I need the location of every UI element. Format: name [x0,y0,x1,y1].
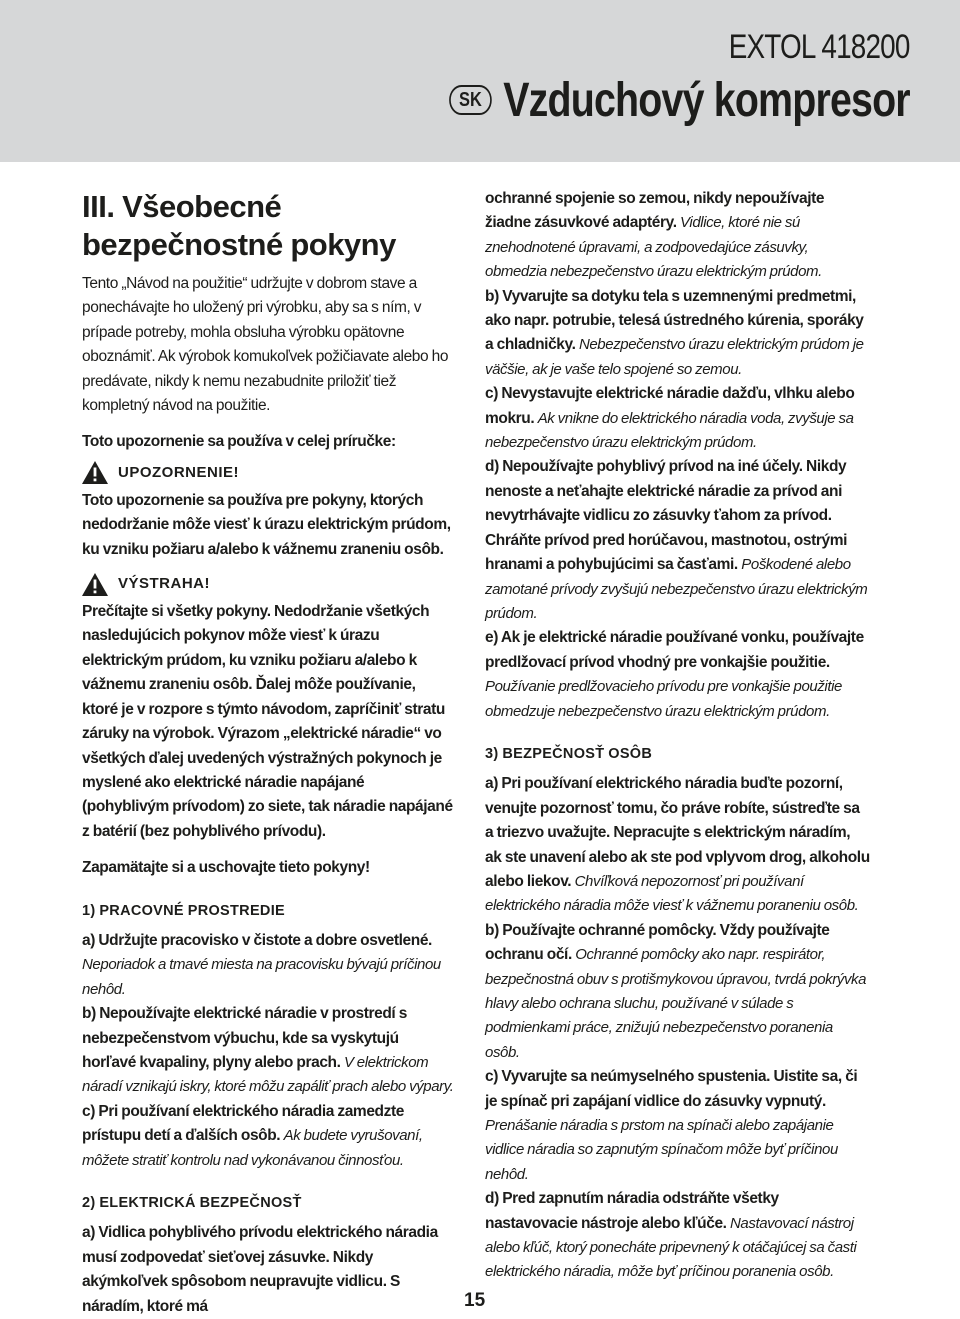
chapter-heading: III. Všeobecné bezpečnostné pokyny [82,189,396,262]
item-3a: a) Pri používaní elektrického náradia buďte pozorní, venujte pozornosť tomu, čo práve robíte, sústreďte sa a triezvo uvažujte. Nepracujte s elektrickým náradím, ak ste unavení alebo ak ste pod vplyvom drog, alkoholu alebo liekov. Chvíľková nepozornosť pri používaní elektrického náradia môže viesť k vážnemu poraneniu osôb. [485,775,870,915]
item-1c: c) Pri používaní elektrického náradia zamedzte prístupu detí a ďalších osôb. Ak budete vyrušovaní, môžete stratiť kontrolu nad vykonávanou činnosťou. [82,1102,423,1169]
warning-upozornenie: UPOZORNENIE! [82,459,454,487]
page-header [0,0,960,162]
intro-paragraph: Tento „Návod na použitie“ udržujte v dobrom stave a ponechávajte ho uložený pri výrobku, aby sa s ním, v prípade potreby, mohla obsluha výrobku opätovne oboznámiť. Ak výrobok komukoľvek požičiavate alebo ho predávate, nikdy k nemu nezabudnite priložiť tiež kompletný návod na použitie. [82,275,449,415]
item-2e: e) Ak je elektrické náradie používané vonku, používajte predlžovací prívod vhodný pre vonkajšie použitie. Používanie predlžovacieho prívodu pre vonkajšie použitie obmedzuje nebezpečenstvo úrazu elektrickým prúdom. [485,629,864,720]
item-2b: b) Vyvarujte sa dotyku tela s uzemnenými predmetmi, ako napr. potrubie, telesá ústredného kúrenia, sporáky a chladničky. Nebezpečenstvo úrazu elektrickým prúdom je väčšie, ak je vaše telo spojené so zemou. [485,287,864,378]
right-column [485,187,870,1285]
item-3b: b) Používajte ochranné pomôcky. Vždy používajte ochranu očí. Ochranné pomôcky ako napr. respirátor, bezpečnostná obuv s protišmykovou úpravou, tvrdá pokrývka hlavy alebo ochrana sluchu, používané v súlade s podmienkami práce, znižujú nebezpečenstvo poranenia osôb. [485,921,867,1061]
usage-note: Toto upozornenie sa používa v celej príručke: [82,433,396,451]
section-1-heading: 1) PRACOVNÉ PROSTREDIE [82,902,285,919]
page-number: 15 [464,1290,486,1311]
section-3-heading: 3) BEZPEČNOSŤ OSÔB [485,745,653,762]
title-row [449,72,910,128]
section-2-heading: 2) ELEKTRICKÁ BEZPEČNOSŤ [82,1195,302,1211]
left-column [82,186,454,1319]
item-1b: b) Nepoužívajte elektrické náradie v prostredí s nebezpečenstvom výbuchu, kde sa vyskytujú horľavé kvapaliny, plyny alebo prach. V elektrickom náradí vznikajú iskry, ktoré môžu zapáliť prach alebo výpary. [82,1005,454,1096]
item-3d: d) Pred zapnutím náradia odstráňte všetky nastavovacie nástroje alebo kľúče. Nastavovací nástroj alebo kľúč, ktorý ponecháte pripevnený k otáčajúcej sa časti elektrického náradia, môže byť príčinou poranenia osôb. [485,1190,857,1281]
warning-triangle-icon [82,461,108,484]
warning-2-text: Prečítajte si všetky pokyny. Nedodržanie všetkých nasledujúcich pokynov môže viesť k úrazu elektrickým prúdom, ku vzniku požiaru a/alebo k vážnemu zraneniu osôb. Ďalej môže používanie, ktoré je v rozpore s týmto návodom, zapríčiniť stratu záruky na výrobok. Výrazom „elektrické náradie“ vo všetkých ďalej uvedených výstražných pokynoch je myslené ako elektrické náradie napájané (pohyblivým prívodom) zo siete, tak náradie napájané z batérií (bez pohyblivého prívodu). [82,603,453,840]
remember-note: Zapamätajte si a uschovajte tieto pokyny! [82,859,370,877]
warning-triangle-icon [82,573,108,596]
model-number: EXTOL 418200 [729,28,910,66]
item-2d: d) Nepoužívajte pohyblivý prívod na iné účely. Nikdy nenoste a neťahajte elektrické náradie za prívod ani nevytrhávajte vidlicu zo zásuvky ťahom za prívod. Chráňte prívod pred horúčavou, mastnotou, ostrými hranami a pohybujúcimi sa časťami. Poškodené alebo zamotané prívody zvyšujú nebezpečenstvo úrazu elektrickým prúdom. [485,458,868,622]
item-2a: a) Vidlica pohyblivého prívodu elektrického náradia musí zodpovedať sieťovej zásuvke. Nikdy akýmkoľvek spôsobom neupravujte vidlicu. S náradím, ktoré má [82,1224,438,1315]
language-badge: SK [449,85,492,115]
item-2c: c) Nevystavujte elektrické náradie dažďu, vlhku alebo mokru. Ak vnikne do elektrického náradia voda, zvyšuje sa nebezpečenstvo úrazu elektrickým prúdom. [485,385,855,452]
page-title: Vzduchový kompresor [503,73,910,127]
item-2a-continued: ochranné spojenie so zemou, nikdy nepoužívajte žiadne zásuvkové adaptéry. Vidlice, ktoré nie sú znehodnotené úpravami, a zodpovedajúce zásuvky, obmedzia nebezpečenstvo úrazu elektrickým prúdom. [485,190,825,281]
warning-vystraha: VÝSTRAHA! [82,570,454,598]
item-3c: c) Vyvarujte sa neúmyselného spustenia. Uistite sa, či je spínač pri zapájaní vidlice do zásuvky vypnutý. Prenášanie náradia s prstom na spínači alebo zapájanie vidlice náradia so zapnutým spínačom môže byť príčinou nehôd. [485,1068,858,1183]
warning-1-text: Toto upozornenie sa používa pre pokyny, ktorých nedodržanie môže viesť k úrazu elektrickým prúdom, ku vzniku požiaru a/alebo k vážnemu zraneniu osôb. [82,491,451,558]
item-1a: a) Udržujte pracovisko v čistote a dobre osvetlené. Neporiadok a tmavé miesta na pracovisku bývajú príčinou nehôd. [82,931,441,998]
